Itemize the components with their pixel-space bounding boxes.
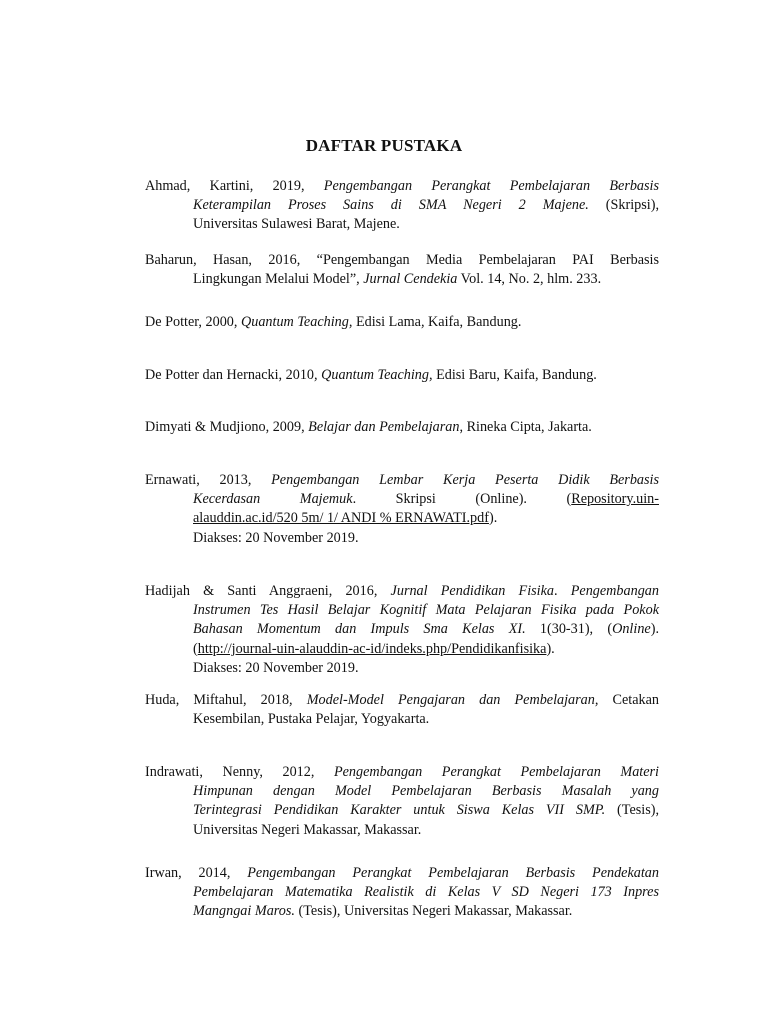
reference-text: Cetakan (598, 692, 660, 708)
reference-line (145, 313, 659, 332)
page-title: DAFTAR PUSTAKA (305, 136, 463, 155)
reference-text: Quantum Teaching, (240, 314, 353, 330)
reference-entry (145, 366, 659, 385)
reference-line (145, 782, 659, 801)
reference-link[interactable]: http://journal-uin-alauddin-ac-id/indeks.php/Pendidikanfisika (197, 640, 547, 657)
reference-link[interactable]: alauddin.ac.id/520 5m/ 1/ ANDI % ERNAWATI.pdf (193, 510, 489, 527)
reference-text: Belajar dan Pembelajaran (308, 419, 460, 435)
reference-text: Hadijah & Santi Anggraeni, 2016, (145, 583, 391, 599)
reference-line (145, 801, 659, 820)
reference-text: Pengembangan Perangkat Pembelajaran Materi (333, 764, 659, 780)
reference-text: (Skripsi), (588, 197, 659, 214)
reference-text: Pengembangan Perangkat Pembelajaran Berbasis (323, 178, 660, 194)
reference-text: De Potter dan Hernacki, 2010 (145, 367, 315, 383)
reference-text: Universitas Negeri Makassar, Makassar. (193, 821, 422, 838)
reference-link[interactable]: Repository.uin- (571, 491, 659, 508)
reference-text: Kesembilan, Pustaka Pelajar, Yogyakarta. (193, 711, 430, 728)
reference-line (145, 902, 659, 921)
reference-text: Online (612, 621, 651, 638)
reference-text: Baharun, Hasan, 2016, “Pengembangan Media Pembelajaran PAI Berbasis (145, 252, 659, 268)
reference-line (145, 196, 659, 215)
reference-text: Dimyati & Mudjiono, 2009, (145, 419, 309, 435)
reference-text: ). (650, 621, 659, 638)
reference-entry (145, 582, 659, 678)
reference-text: Pengembangan Lembar Kerja Peserta Didik Berbasis (271, 472, 659, 488)
reference-line (145, 251, 659, 270)
reference-text: . Skripsi (Online). ( (352, 491, 572, 508)
reference-text: Mangngai Maros. (193, 903, 295, 920)
reference-text: (Tesis), Universitas Negeri Makassar, Makassar. (294, 903, 573, 920)
reference-text: Pembelajaran Matematika Realistik di Kelas V SD Negeri 173 Inpres (193, 884, 659, 901)
reference-entry (145, 251, 659, 289)
reference-text: Model-Model Pengajaran dan Pembelajaran, (306, 692, 599, 708)
reference-line (145, 864, 659, 883)
reference-text: ). (546, 640, 555, 657)
reference-text: Pengembangan Perangkat Pembelajaran Berbasis Pendekatan (247, 865, 659, 881)
reference-text: Edisi Lama (352, 314, 421, 330)
reference-line (145, 691, 659, 710)
reference-text: Keterampilan Proses Sains di SMA Negeri 2 Majene. (193, 197, 589, 214)
reference-line (145, 509, 659, 528)
reference-entry (145, 763, 659, 840)
reference-line (145, 601, 659, 620)
reference-line (145, 215, 659, 234)
reference-entry (145, 418, 659, 437)
reference-text: , Quantum Teaching, (314, 367, 433, 383)
reference-text: Edisi Baru, Kaifa, Bandung. (432, 367, 597, 383)
reference-line (145, 270, 659, 289)
reference-text: Kaifa, Bandung. (424, 314, 522, 330)
reference-text: (Tesis), (605, 802, 659, 819)
reference-text: Indrawati, Nenny, 2012, (145, 764, 334, 780)
reference-text: Himpunan dengan Model Pembelajaran Berbasis Masalah yang (193, 783, 659, 800)
reference-text: Ahmad, Kartini, 2019, (145, 178, 324, 194)
reference-text: , Rineka Cipta, Jakarta. (459, 419, 592, 435)
reference-text: , (420, 314, 425, 330)
reference-line (145, 471, 659, 490)
reference-line (145, 418, 659, 437)
reference-text: Diakses: 20 November 2019. (193, 529, 359, 546)
reference-text: Jurnal Cendekia (363, 271, 458, 288)
reference-text: Ernawati, 2013, (145, 472, 272, 488)
reference-text: Irwan, 2014, (145, 865, 248, 881)
reference-text: . (554, 583, 571, 599)
reference-line (145, 763, 659, 782)
reference-text: Jurnal Pendidikan Fisika (390, 583, 555, 599)
reference-entry (145, 313, 659, 332)
reference-line (145, 582, 659, 601)
reference-text: Instrumen Tes Hasil Belajar Kognitif Mata Pelajaran Fisika pada Pokok (193, 602, 659, 619)
reference-text: Lingkungan Melalui Model”, (193, 271, 364, 288)
reference-text: Terintegrasi Pendidikan Karakter untuk Siswa Kelas VII SMP. (193, 802, 606, 819)
reference-text: Vol. 14, No. 2, hlm. 233. (457, 271, 602, 288)
reference-line (145, 659, 659, 678)
reference-entry (145, 471, 659, 548)
reference-line (145, 883, 659, 902)
reference-text: Huda, Miftahul, 2018, (145, 692, 307, 708)
reference-text: ( (193, 640, 198, 657)
reference-text: 1(30-31), ( (525, 621, 613, 638)
reference-text: Bahasan Momentum dan Impuls Sma Kelas XI. (193, 621, 526, 638)
reference-text: Pengembangan (570, 583, 659, 599)
reference-entry (145, 864, 659, 922)
reference-text: ). (488, 510, 498, 527)
reference-text: Universitas Sulawesi Barat, Majene. (193, 216, 400, 233)
reference-line (145, 490, 659, 509)
reference-entry (145, 691, 659, 729)
reference-line (145, 366, 659, 385)
reference-line (145, 640, 659, 659)
reference-text: De Potter, 2000, (145, 314, 241, 330)
reference-line (145, 710, 659, 729)
reference-line (145, 620, 659, 639)
reference-line (145, 821, 659, 840)
reference-line (145, 529, 659, 548)
reference-text: Diakses: 20 November 2019. (193, 659, 359, 676)
reference-text: Kecerdasan Majemuk (193, 491, 353, 508)
reference-entry (145, 177, 659, 235)
reference-line (145, 177, 659, 196)
